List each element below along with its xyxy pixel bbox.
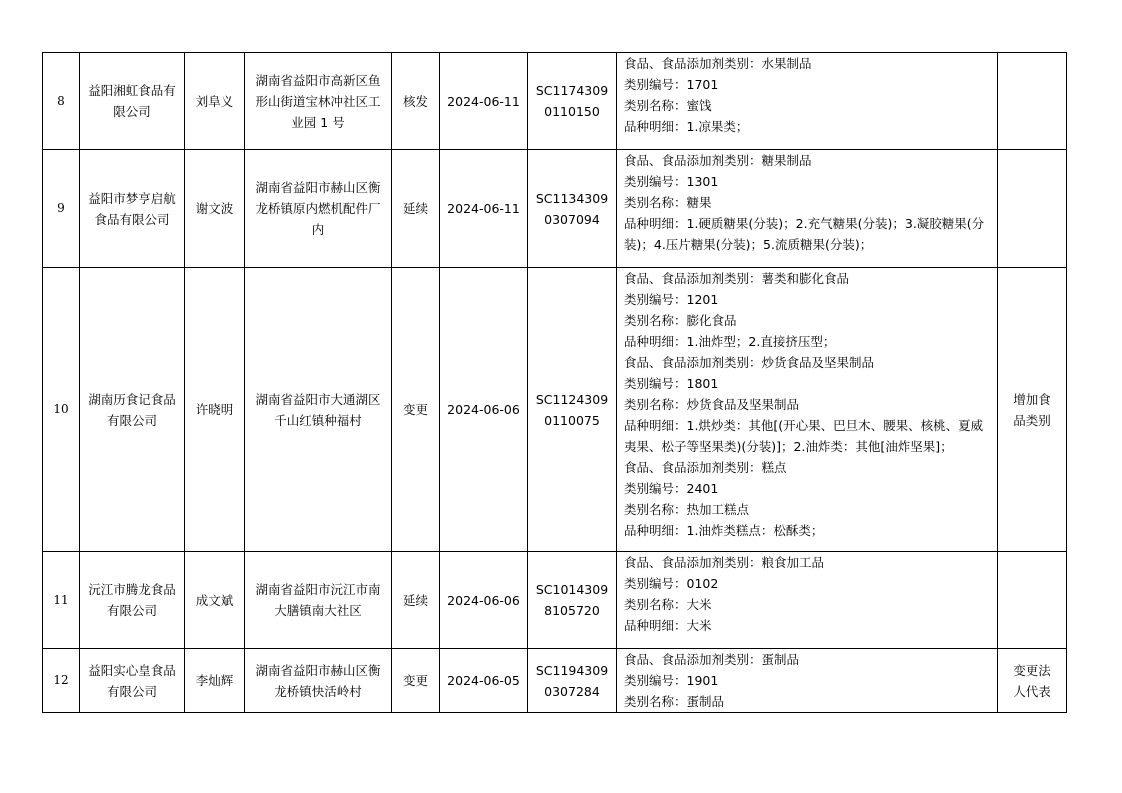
detail-line: 食品、食品添加剂类别：蛋制品 [624, 652, 800, 667]
detail-line: 品种明细：1.凉果类； [624, 119, 749, 134]
issue-date: 2024-06-11 [440, 53, 528, 150]
detail-line: 品种明细：1.油炸型；2.直接挤压型； [624, 334, 836, 349]
company-address: 湖南省益阳市赫山区衡龙桥镇原内燃机配件厂内 [245, 150, 392, 268]
legal-representative: 李灿辉 [185, 649, 245, 713]
issue-date: 2024-06-06 [440, 552, 528, 649]
remark [998, 53, 1067, 150]
issue-date: 2024-06-06 [440, 268, 528, 552]
table-body [43, 53, 1067, 713]
company-name: 湖南历食记食品有限公司 [80, 268, 185, 552]
food-category-details [617, 552, 998, 649]
license-action: 延续 [392, 552, 440, 649]
food-category-details [617, 150, 998, 268]
remark: 变更法人代表 [998, 649, 1067, 713]
detail-line: 品种明细：1.硬质糖果(分装)；2.充气糖果(分装)；3.凝胶糖果(分装)；4.压片糖果(分装)；5.流质糖果(分装)； [624, 216, 985, 252]
license-number: SC11243090110075 [528, 268, 617, 552]
detail-line: 类别名称：糖果 [624, 195, 712, 210]
company-name: 益阳市梦亨启航食品有限公司 [80, 150, 185, 268]
license-number: SC11743090110150 [528, 53, 617, 150]
detail-line: 类别名称：蛋制品 [624, 694, 725, 709]
license-action: 变更 [392, 649, 440, 713]
detail-line: 类别编号：1301 [624, 174, 719, 189]
company-name: 益阳实心皇食品有限公司 [80, 649, 185, 713]
detail-line: 类别名称：膨化食品 [624, 313, 737, 328]
company-address: 湖南省益阳市赫山区衡龙桥镇快活岭村 [245, 649, 392, 713]
remark: 增加食品类别 [998, 268, 1067, 552]
detail-line: 品种明细：1.油炸类糕点：松酥类； [624, 523, 824, 538]
detail-line: 食品、食品添加剂类别：水果制品 [624, 56, 812, 71]
license-table [42, 52, 1067, 713]
row-number: 8 [43, 53, 80, 150]
food-category-details [617, 53, 998, 150]
legal-representative: 刘阜义 [185, 53, 245, 150]
row-number: 9 [43, 150, 80, 268]
detail-line: 类别名称：炒货食品及坚果制品 [624, 397, 800, 412]
license-number: SC10143098105720 [528, 552, 617, 649]
detail-line: 品种明细：1.烘炒类：其他[(开心果、巴旦木、腰果、核桃、夏威夷果、松子等坚果类)(分装)]；2.油炸类：其他[油炸坚果]； [624, 418, 984, 454]
remark [998, 552, 1067, 649]
detail-line: 类别名称：蜜饯 [624, 98, 712, 113]
table-row [43, 649, 1067, 713]
detail-line: 类别编号：1801 [624, 376, 719, 391]
company-address: 湖南省益阳市大通湖区千山红镇种福村 [245, 268, 392, 552]
detail-line: 品种明细：大米 [624, 618, 712, 633]
detail-line: 类别编号：1201 [624, 292, 719, 307]
detail-line: 类别编号：0102 [624, 576, 719, 591]
detail-line: 食品、食品添加剂类别：粮食加工品 [624, 555, 825, 570]
detail-line: 类别编号：1701 [624, 77, 719, 92]
table-row [43, 268, 1067, 552]
detail-line: 类别编号：2401 [624, 481, 719, 496]
detail-line: 食品、食品添加剂类别：薯类和膨化食品 [624, 271, 850, 286]
food-category-details [617, 268, 998, 552]
license-action: 变更 [392, 268, 440, 552]
remark [998, 150, 1067, 268]
license-number: SC11343090307094 [528, 150, 617, 268]
license-number: SC11943090307284 [528, 649, 617, 713]
company-address: 湖南省益阳市高新区鱼形山街道宝林冲社区工业园 1 号 [245, 53, 392, 150]
row-number: 12 [43, 649, 80, 713]
row-number: 11 [43, 552, 80, 649]
legal-representative: 成文斌 [185, 552, 245, 649]
table-row [43, 150, 1067, 268]
food-category-details [617, 649, 998, 713]
detail-line: 类别名称：大米 [624, 597, 712, 612]
detail-line: 食品、食品添加剂类别：糕点 [624, 460, 787, 475]
company-address: 湖南省益阳市沅江市南大膳镇南大社区 [245, 552, 392, 649]
table-row [43, 53, 1067, 150]
issue-date: 2024-06-11 [440, 150, 528, 268]
license-action: 核发 [392, 53, 440, 150]
detail-line: 食品、食品添加剂类别：糖果制品 [624, 153, 812, 168]
issue-date: 2024-06-05 [440, 649, 528, 713]
detail-line: 类别名称：热加工糕点 [624, 502, 750, 517]
detail-line: 食品、食品添加剂类别：炒货食品及坚果制品 [624, 355, 875, 370]
legal-representative: 谢文波 [185, 150, 245, 268]
row-number: 10 [43, 268, 80, 552]
detail-line: 类别编号：1901 [624, 673, 719, 688]
license-action: 延续 [392, 150, 440, 268]
company-name: 沅江市腾龙食品有限公司 [80, 552, 185, 649]
company-name: 益阳湘虹食品有限公司 [80, 53, 185, 150]
table-row [43, 552, 1067, 649]
legal-representative: 许晓明 [185, 268, 245, 552]
